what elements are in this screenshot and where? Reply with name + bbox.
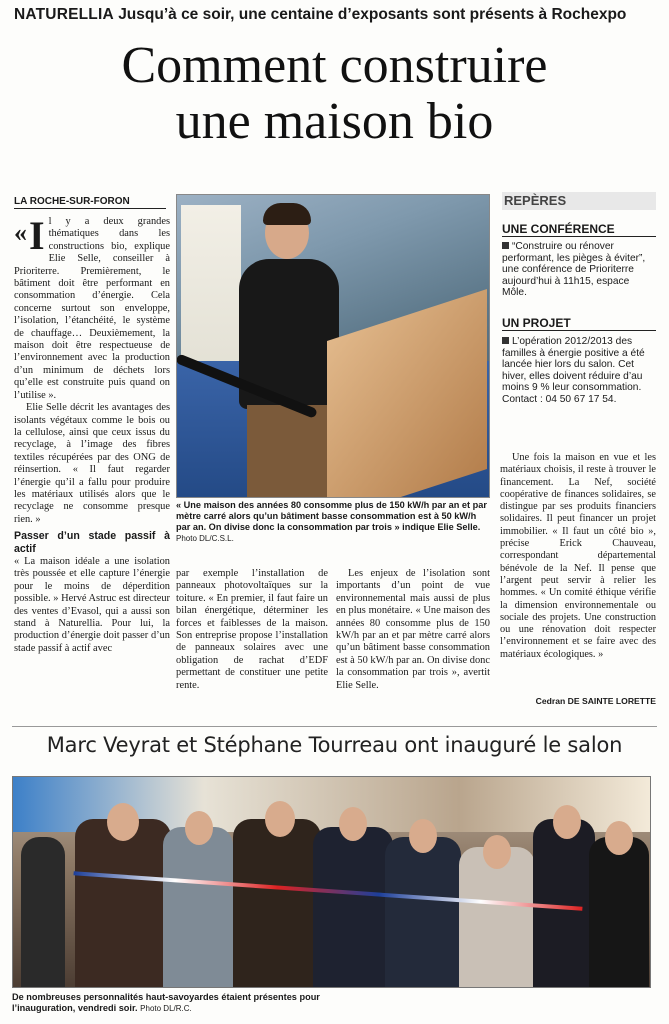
person-hair [263, 203, 311, 225]
photo-caption-1 [176, 500, 490, 544]
article-paragraph-5: Les enjeux de l’isolation sont importants d’un point de vue environnemental mais aussi de plus en plus monétaire. « Une maison des années 80 consomme plus de 150 kW/h par an et par mètre carré alors qu’un bâtiment basse consommation est à 50 kW/h par an. On divise donc la consommation par trois », avertit Elie Selle. [336, 568, 490, 691]
sidebar-conference-title: UNE CONFÉRENCE [502, 222, 656, 237]
article-intro [14, 213, 170, 402]
person-figure [163, 827, 233, 987]
person-legs [247, 405, 327, 498]
section-divider [12, 726, 657, 727]
person-head [185, 811, 213, 845]
article-paragraph-4: par exemple l’installation de panneaux photovoltaïques sur la toiture. « En premier, il faut faire un bilan énergétique, déterminer les forces et faiblesses de la maison. Son entreprise propose l’installation de panneaux solaires avec une obligation de rachat d’EDF permettant de constituer une petite rente. [176, 568, 328, 691]
kicker-text: Jusqu’à ce soir, une centaine d’exposants sont présents à Rochexpo [118, 6, 627, 23]
photo-credit-2: Photo DL/R.C. [140, 1004, 192, 1013]
article-paragraph-1: l y a deux grandes thématiques dans les constructions bio, explique Elie Selle, conseiller à Prioriterre. Premièrement, le bâtiment doit être performant en consommation d’énergie. Cela concerne surtout son enveloppe, l’isolation, l’étanchéité, le système de chauffage… Deuxièmement, la maison doit être respectueuse de l’environnement avec la production d’un minimum de déchets lors qu’elle est construite puis quand on l’utilise ». [14, 216, 170, 401]
byline: Cedran DE SAINTE LORETTE [535, 696, 656, 706]
person-head [409, 819, 437, 853]
article-column-4 [500, 452, 656, 661]
person-head [553, 805, 581, 839]
dateline: LA ROCHE-SUR-FORON [14, 196, 166, 209]
sidebar-conference-text: “Construire ou rénover performant, les pièges à éviter”, une conférence de Prioriterre aujourd’hui à 11h15, espace Môle. [502, 241, 646, 299]
person-head [605, 821, 633, 855]
article-column-2 [176, 568, 328, 692]
headline-line1: Comment construire [121, 37, 548, 94]
kicker [14, 6, 664, 24]
person-head [107, 803, 139, 841]
article-paragraph-3: « La maison idéale a une isolation très poussée et elle capture l’énergie pour le moins de déperdition possible. » Hervé Astruc est directeur des ventes d’Evasol, qui a aussi son stand à Naturellia. Pour lui, la production d’énergie doit passer d’un stade passif à actif avec [14, 555, 170, 654]
sidebar-project-title: UN PROJET [502, 316, 656, 331]
person-figure [313, 827, 393, 987]
article-subhead: Passer d’un stade passif à actif [14, 530, 170, 555]
bullet-square-icon [502, 242, 509, 249]
person-figure [385, 837, 461, 987]
quote-mark: « [14, 218, 27, 247]
person-figure [233, 819, 321, 987]
bullet-square-icon [502, 337, 509, 344]
kicker-tag: NATURELLIA [14, 6, 114, 23]
person-head [339, 807, 367, 841]
person-head [265, 801, 295, 837]
sidebar-project-text: L’opération 2012/2013 des familles à énergie positive a été lancée hier lors du salon. Cet hiver, elles doivent réduire d’au moins 9 % leur consommation. Contact : 04 50 67 17 54. [502, 336, 645, 405]
person-figure [589, 837, 649, 987]
article-column-1 [14, 213, 170, 655]
person-head [483, 835, 511, 869]
sidebar-conference [502, 241, 656, 299]
person-figure [75, 819, 171, 987]
sidebar-title: REPÈRES [502, 192, 656, 210]
photo-caption-1-text: « Une maison des années 80 consomme plus de 150 kW/h par an et par mètre carré alors qu’un bâtiment basse consommation est à 50 kW/h par an. On divise donc la consommation par trois » indique Elie Selle. [176, 500, 487, 532]
inauguration-photo [12, 776, 651, 988]
article-paragraph-2: Elie Selle décrit les avantages des isolants végétaux comme le bois ou la cellulose, ainsi que ceux issus du recyclage, à l’image des fibres textiles récupérées par des ONG de réinsertion. « Il faut regarder l’énergie qu’il a fallu pour produire les matériaux utilisés alors que le recyclage ne consomme presque rien. » [14, 402, 170, 525]
sidebar-project [502, 336, 656, 406]
headline-2: Marc Veyrat et Stéphane Tourreau ont inauguré le salon [46, 733, 623, 757]
article-paragraph-6: Une fois la maison en vue et les matériaux choisis, il reste à trouver le financement. La Nef, société coopérative de finances solidaires, se distingue par ses produits financiers solidaires. Il peut financer un projet immobilier. « Il faut un côté bio », précise Erick Chauveau, correspondant départemental bénévole de la Nef. Il pense que l’argent peut servir à relier les hommes. « Un comité éthique vérifie la dimension environnementale ou sociale des projets. Une construction ou une rénovation doit respecter l’environnement et se faire avec des matériaux écologiques. » [500, 452, 656, 660]
person-figure [21, 837, 65, 987]
insulation-sample-crate [327, 289, 487, 498]
exhibitor-photo [176, 194, 490, 498]
headline [0, 38, 669, 150]
photo-credit-1: Photo DL/C.S.L. [176, 534, 234, 543]
photo-caption-2 [12, 992, 342, 1014]
article-column-3 [336, 568, 490, 692]
drop-cap: I [29, 213, 45, 258]
headline-line2: une maison bio [175, 93, 494, 150]
photo-caption-2-text: De nombreuses personnalités haut-savoyardes étaient présentes pour l’inauguration, vendredi soir. [12, 992, 320, 1013]
